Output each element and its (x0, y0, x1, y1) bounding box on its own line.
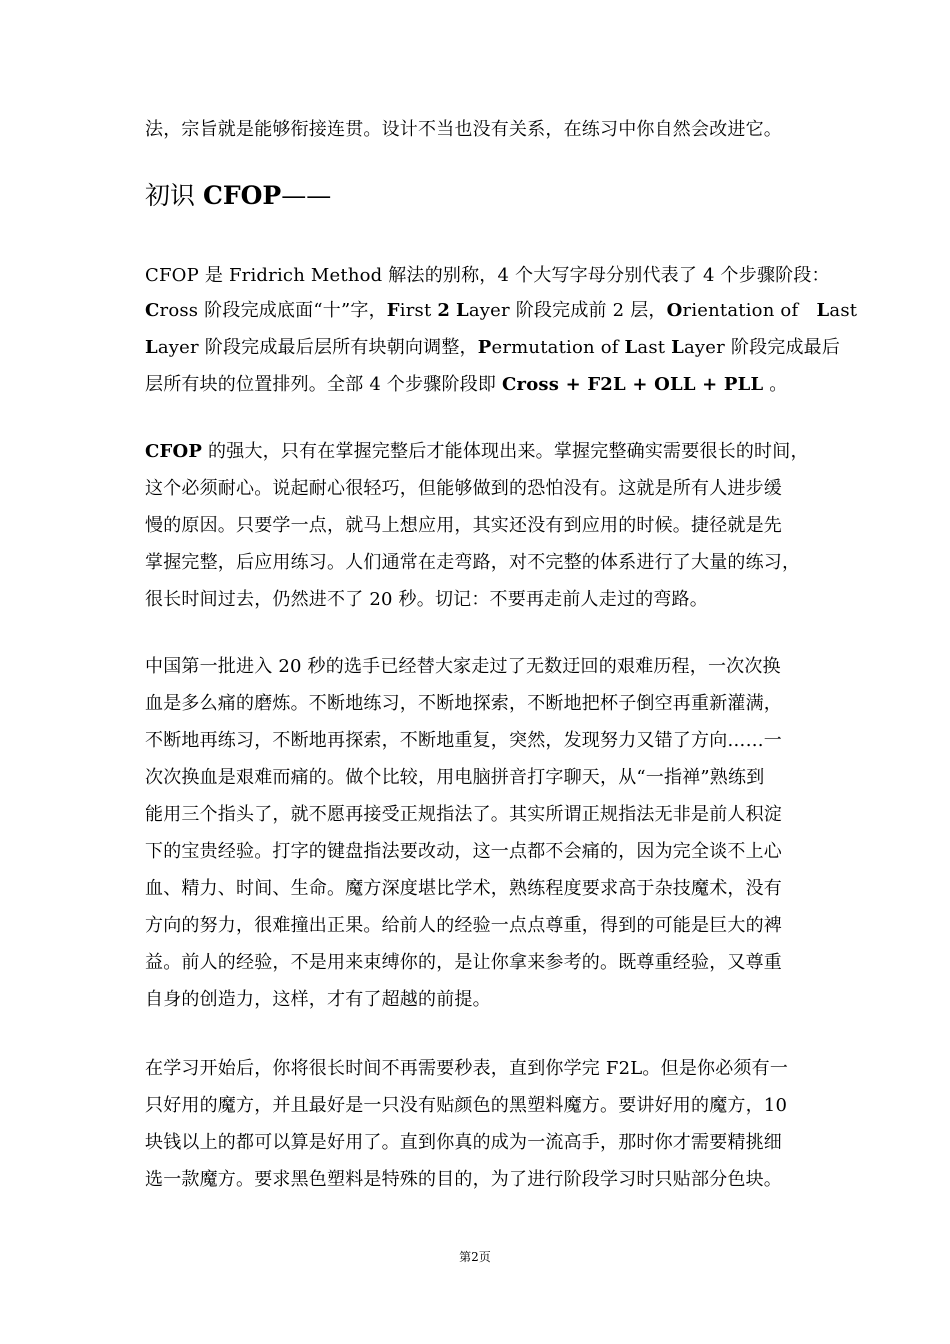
bold-letter: O (666, 300, 683, 321)
text-run: 层所有块的位置排列。全部 4 个步骤阶段即 (145, 374, 503, 395)
text-run: ayer 阶段完成最后层所有块朝向调整， (157, 337, 478, 358)
intro-line: 法，宗旨就是能够衔接连贯。设计不当也没有关系，在练习中你自然会改进它。 (145, 119, 782, 140)
bold-lead: CFOP (145, 441, 203, 462)
paragraph4-line4: 选一款魔方。要求黑色塑料是特殊的目的，为了进行阶段学习时只贴部分色块。 (145, 1169, 782, 1190)
paragraph1-line3 (145, 336, 840, 360)
paragraph2-line4: 掌握完整，后应用练习。人们通常在走弯路，对不完整的体系进行了大量的练习， (145, 552, 801, 573)
bold-letter: L (624, 337, 638, 358)
text-run: ross 阶段完成底面“十”字， (159, 300, 387, 321)
bold-letter: F (386, 300, 400, 321)
paragraph1-line2 (145, 299, 857, 323)
section-heading (145, 180, 331, 212)
paragraph2-line1 (145, 440, 809, 464)
bold-letter: L (145, 337, 158, 358)
text-run: 的强大，只有在掌握完整后才能体现出来。掌握完整确实需要很长的时间， (202, 441, 809, 462)
bold-letter: L (671, 337, 684, 358)
paragraph4-line1: 在学习开始后，你将很长时间不再需要秒表，直到你学完 F2L。但是你必须有一 (145, 1058, 789, 1079)
paragraph1-line1: CFOP 是 Fridrich Method 解法的别称，4 个大写字母分别代表了 4 个步骤阶段： (145, 265, 830, 286)
bold-letter: C (145, 300, 160, 321)
paragraph3-line10: 自身的创造力，这样，才有了超越的前提。 (145, 989, 491, 1010)
heading-suffix: —— (281, 181, 332, 210)
text-run: ast (637, 337, 672, 358)
text-run: ermutation of (491, 337, 625, 358)
bold-letter: L (455, 300, 469, 321)
text-run: ayer 阶段完成前 2 层， (468, 300, 667, 321)
text-run: ast (829, 300, 858, 321)
heading-bold: CFOP (202, 181, 282, 210)
paragraph3-line1: 中国第一批进入 20 秒的选手已经替大家走过了无数迂回的艰难历程，一次次换 (145, 656, 781, 677)
paragraph1-line4 (145, 373, 787, 397)
text-run: ayer 阶段完成最后 (684, 337, 841, 358)
paragraph3-line7: 血、精力、时间、生命。魔方深度堪比学术，熟练程度要求高于杂技魔术，没有 (145, 878, 782, 899)
paragraph3-line6: 下的宝贵经验。打字的键盘指法要改动，这一点都不会痛的，因为完全谈不上心 (145, 841, 782, 862)
paragraph4-line2: 只好用的魔方，并且最好是一只没有贴颜色的黑塑料魔方。要讲好用的魔方，10 (145, 1095, 788, 1116)
paragraph3-line4: 次次换血是艰难而痛的。做个比较，用电脑拼音打字聊天，从“一指禅”熟练到 (145, 767, 765, 788)
text-run: 。 (763, 374, 788, 395)
bold-letter: L (816, 300, 830, 321)
paragraph2-line2: 这个必须耐心。说起耐心很轻巧，但能够做到的恐怕没有。这就是所有人进步缓 (145, 478, 782, 499)
heading-prefix: 初识 (145, 181, 203, 210)
paragraph2-line5: 很长时间过去，仍然进不了 20 秒。切记：不要再走前人走过的弯路。 (145, 589, 708, 610)
bold-letter: P (477, 337, 492, 358)
text-run: irst (399, 300, 438, 321)
paragraph3-line9: 益。前人的经验，不是用来束缚你的，是让你拿来参考的。既尊重经验，又尊重 (145, 952, 782, 973)
paragraph4-line3: 块钱以上的都可以算是好用了。直到你真的成为一流高手，那时你才需要精挑细 (145, 1132, 782, 1153)
text-run: rientation of (682, 300, 817, 321)
page-number: 第2页 (459, 1250, 491, 1264)
paragraph3-line8: 方向的努力，很难撞出正果。给前人的经验一点点尊重，得到的可能是巨大的裨 (145, 915, 782, 936)
paragraph3-line5: 能用三个指头了，就不愿再接受正规指法了。其实所谓正规指法无非是前人积淀 (145, 804, 782, 825)
bold-letter: 2 (437, 300, 451, 321)
paragraph3-line2: 血是多么痛的磨炼。不断地练习，不断地探索，不断地把杯子倒空再重新灌满， (145, 693, 782, 714)
paragraph2-line3: 慢的原因。只要学一点，就马上想应用，其实还没有到应用的时候。捷径就是先 (145, 515, 782, 536)
paragraph3-line3: 不断地再练习，不断地再探索，不断地重复，突然，发现努力又错了方向……一 (145, 730, 782, 751)
cfop-formula: Cross + F2L + OLL + PLL (502, 374, 764, 395)
